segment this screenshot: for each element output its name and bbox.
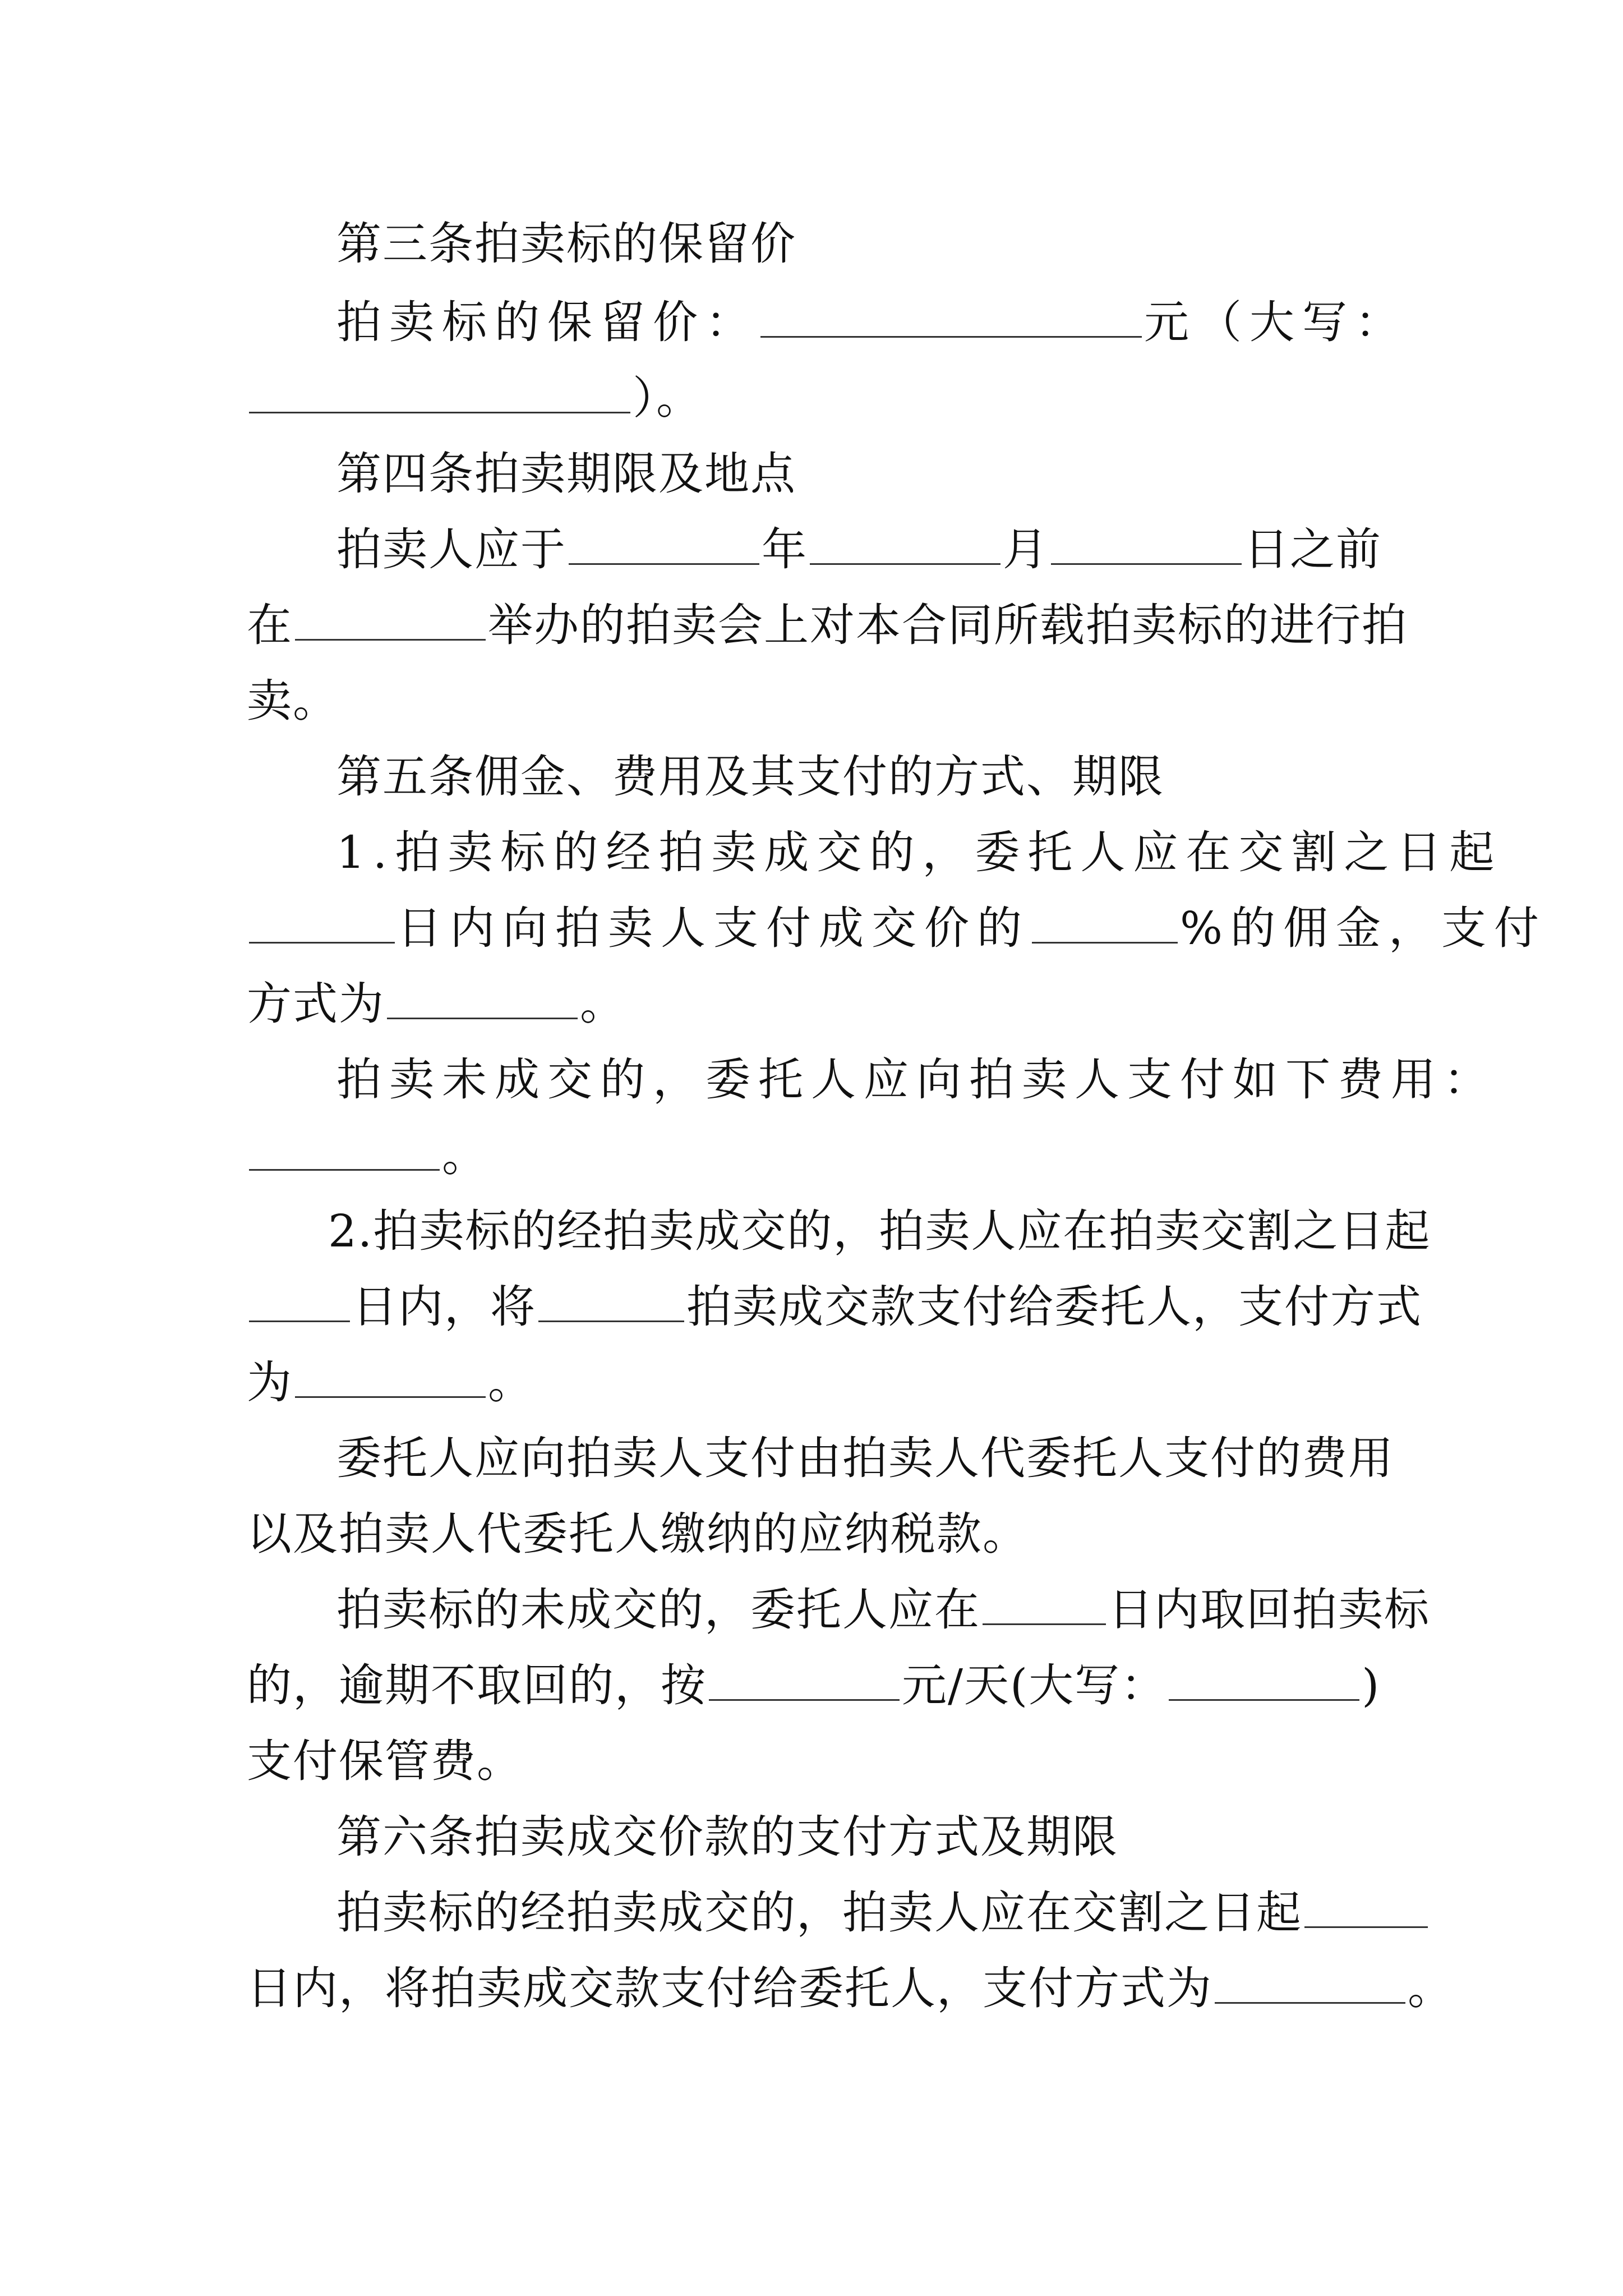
unsold-fee-blank[interactable] <box>249 1130 440 1171</box>
commission-method-blank[interactable] <box>387 978 578 1019</box>
reserve-price-label: 拍卖标的保留价： <box>336 296 758 348</box>
payout-method-end: 。 <box>488 1356 534 1409</box>
storage-fee-unit: 元/天(大写： <box>902 1659 1167 1711</box>
commission-line-2 <box>247 900 1547 956</box>
unsold-fee-line-1: 拍卖未成交的，委托人应向拍卖人支付如下费用： <box>336 1053 1496 1106</box>
auction-place-end: 卖。 <box>247 675 339 727</box>
sale-payment-method-blank[interactable] <box>1215 1963 1405 2004</box>
retrieve-line-3: 支付保管费。 <box>247 1735 523 1787</box>
commission-line-1: 1.拍卖标的经拍卖成交的，委托人应在交割之日起 <box>336 826 1502 878</box>
year-label: 年 <box>762 523 808 576</box>
fees-line-1: 委托人应向拍卖人支付由拍卖人代委托人支付的费用 <box>336 1432 1394 1484</box>
article5-heading: 第五条佣金、费用及其支付的方式、期限 <box>336 751 1164 803</box>
commission-percent-blank[interactable] <box>1032 903 1178 944</box>
payout-text: 拍卖成交款支付给委托人，支付方式 <box>686 1281 1422 1333</box>
fees-line-2: 以及拍卖人代委托人缴纳的应纳税款。 <box>247 1508 1029 1560</box>
retrieve-text: 拍卖标的未成交的，委托人应在 <box>336 1584 980 1636</box>
auction-date-line <box>336 522 1382 578</box>
storage-fee-close: ) <box>1362 1659 1381 1711</box>
day-label: 日之前 <box>1244 523 1382 576</box>
commission-days-blank[interactable] <box>249 903 395 944</box>
retrieve-days-blank[interactable] <box>983 1584 1106 1625</box>
payout-days-blank[interactable] <box>249 1281 350 1322</box>
sale-payment-line-1 <box>336 1885 1430 1941</box>
sale-payment-method-text: 日内，将拍卖成交款支付给委托人，支付方式为 <box>247 1962 1212 2014</box>
reserve-price-caps-blank[interactable] <box>249 372 630 413</box>
unsold-fee-end: 。 <box>442 1129 488 1181</box>
article3-heading: 第三条拍卖标的保留价 <box>336 218 796 270</box>
auction-place-line <box>247 597 1408 654</box>
commission-percent-text: %的佣金，支付 <box>1180 902 1547 954</box>
auction-place-prefix: 在 <box>247 599 293 651</box>
retrieve-line-1 <box>336 1582 1430 1638</box>
storage-fee-caps-blank[interactable] <box>1169 1660 1359 1701</box>
payout-line-3 <box>247 1355 534 1411</box>
sale-payment-days-blank[interactable] <box>1304 1887 1428 1928</box>
commission-method-label: 方式为 <box>247 978 385 1030</box>
month-blank[interactable] <box>810 524 1000 565</box>
payout-line-1: 2.拍卖标的经拍卖成交的，拍卖人应在拍卖交割之日起 <box>328 1205 1431 1257</box>
payout-method-label: 为 <box>247 1356 293 1409</box>
storage-fee-text: 的，逾期不取回的，按 <box>247 1659 707 1711</box>
year-blank[interactable] <box>569 524 759 565</box>
payout-days-text: 日内，将 <box>352 1281 536 1333</box>
reserve-price-close: ）。 <box>633 372 702 424</box>
commission-text: 日内向拍卖人支付成交价的 <box>397 902 1030 954</box>
article4-heading: 第四条拍卖期限及地点 <box>336 448 796 500</box>
day-blank[interactable] <box>1051 524 1242 565</box>
article6-heading: 第六条拍卖成交价款的支付方式及期限 <box>336 1811 1118 1863</box>
reserve-price-caps-line <box>247 370 702 426</box>
sale-payment-end: 。 <box>1408 1962 1454 2014</box>
reserve-price-blank[interactable] <box>760 297 1142 338</box>
storage-fee-blank[interactable] <box>709 1660 900 1701</box>
payout-method-blank[interactable] <box>295 1357 486 1398</box>
retrieve-line-2 <box>247 1658 1380 1714</box>
sale-payment-line-2 <box>247 1961 1454 2017</box>
auction-place-text: 举办的拍卖会上对本合同所载拍卖标的进行拍 <box>488 599 1408 651</box>
auction-date-text: 拍卖人应于 <box>336 523 566 576</box>
reserve-price-unit: 元（大写： <box>1144 296 1408 348</box>
payout-line-2 <box>247 1279 1422 1335</box>
commission-line-3 <box>247 976 626 1032</box>
commission-method-end: 。 <box>580 978 626 1030</box>
month-label: 月 <box>1003 523 1049 576</box>
payout-amount-blank[interactable] <box>538 1281 684 1322</box>
auction-place-blank[interactable] <box>295 600 486 641</box>
reserve-price-line <box>336 295 1408 351</box>
unsold-fee-line-2 <box>247 1128 488 1184</box>
retrieve-text-end: 日内取回拍卖标 <box>1108 1584 1430 1636</box>
sale-payment-text: 拍卖标的经拍卖成交的，拍卖人应在交割之日起 <box>336 1887 1302 1939</box>
